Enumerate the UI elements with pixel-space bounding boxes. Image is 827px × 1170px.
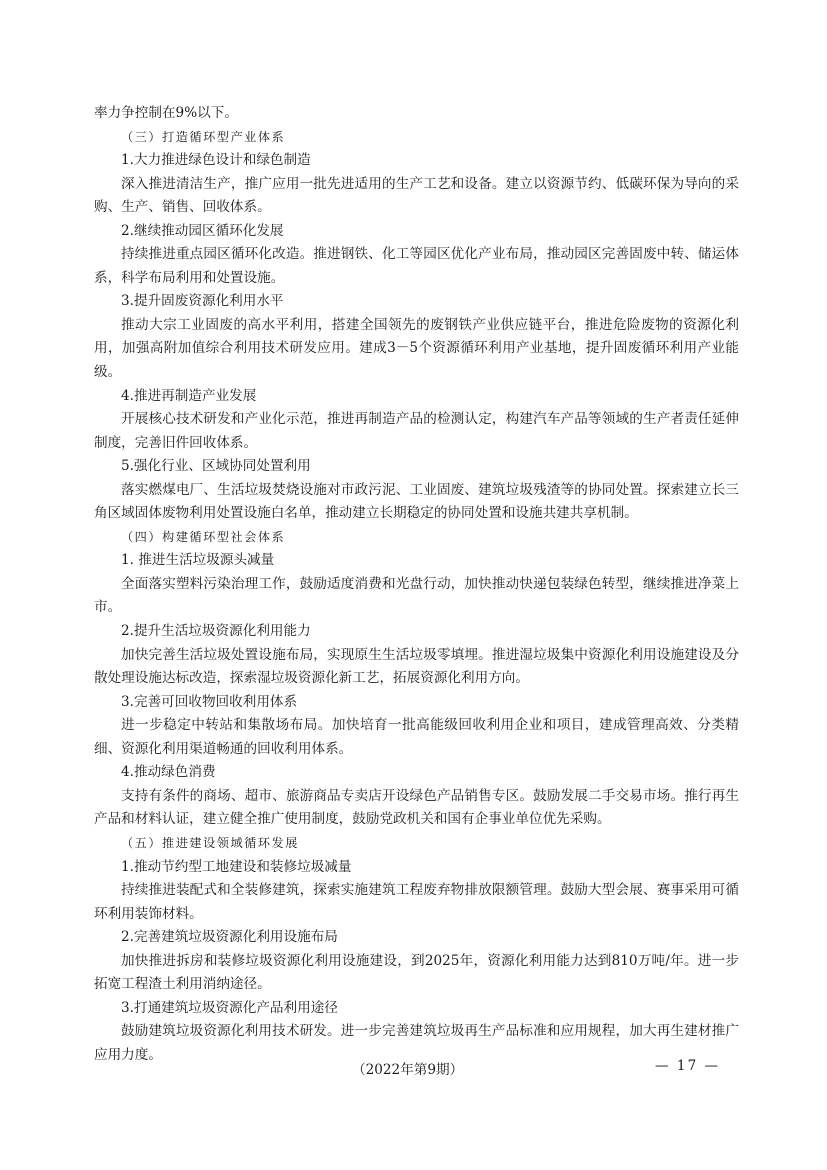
paragraph: 持续推进重点园区循环化改造。推进钢铁、化工等园区优化产业布局，推动园区完善固废中转、储运体系，科学布局利用和处置设施。 — [94, 246, 739, 286]
paragraph: 支持有条件的商场、超市、旅游商品专卖店开设绿色产品销售专区。鼓励发展二手交易市场。推行再生产品和材料认证，建立健全推广使用制度，鼓励党政机关和国有企事业单位优先采购。 — [94, 787, 739, 828]
subsection-heading: 4.推动绿色消费 — [121, 764, 216, 781]
paragraph: 深入推进清洁生产，推广应用一批先进适用的生产工艺和设备。建立以资源节约、低碳环保为导向的采购、生产、销售、回收体系。 — [94, 175, 739, 216]
paragraph: 持续推进装配式和全装修建筑，探索实施建筑工程废弃物排放限额管理。鼓励大型会展、赛事采用可循环利用装饰材料。 — [94, 882, 739, 922]
paragraph: 推动大宗工业固废的高水平利用，搭建全国领先的废钢铁产业供应链平台，推进危险废物的资源化利用，加强高附加值综合利用技术研发应用。建成3－5个资源循环利用产业基地，提升固废循环利用产业能级。 — [94, 316, 739, 381]
subsection-heading: 3.提升固废资源化利用水平 — [121, 293, 284, 310]
subsection-heading: 2.完善建筑垃圾资源化利用设施布局 — [121, 929, 338, 946]
subsection-heading: 3.打通建筑垃圾资源化产品利用途径 — [121, 999, 338, 1016]
document-body — [94, 102, 739, 1067]
paragraph: 进一步稳定中转站和集散场布局。加快培育一批高能级回收利用企业和项目，建成管理高效、分类精细、资源化利用渠道畅通的回收利用体系。 — [94, 717, 739, 757]
paragraph: 落实燃煤电厂、生活垃圾焚烧设施对市政污泥、工业固废、建筑垃圾残渣等的协同处置。探索建立长三角区域固体废物利用处置设施白名单，推动建立长期稳定的协同处置和设施共建共享机制。 — [94, 481, 739, 522]
subsection-heading: 5.强化行业、区域协同处置利用 — [121, 458, 311, 475]
section-heading: （四）构建循环型社会体系 — [121, 529, 286, 544]
continuation-text: 率力争控制在9%以下。 — [94, 105, 238, 121]
subsection-heading: 4.推进再制造产业发展 — [121, 387, 257, 404]
page-footer — [0, 1058, 827, 1082]
subsection-heading: 1.大力推进绿色设计和绿色制造 — [121, 152, 311, 169]
page-number: — 17 — — [655, 1058, 721, 1074]
paragraph: 加快推进拆房和装修垃圾资源化利用设施建设，到2025年，资源化利用能力达到810万吨/年。进一步拓宽工程渣土利用消纳途径。 — [94, 952, 739, 993]
section-heading: （三）打造循环型产业体系 — [121, 129, 286, 144]
section-heading: （五）推进建设领域循环发展 — [121, 835, 299, 850]
paragraph: 全面落实塑料污染治理工作，鼓励适度消费和光盘行动，加快推动快递包装绿色转型，继续推进净菜上市。 — [94, 575, 739, 616]
paragraph: 加快完善生活垃圾处置设施布局，实现原生生活垃圾零填埋。推进湿垃圾集中资源化利用设施建设及分散处理设施达标改造，探索湿垃圾资源化新工艺，拓展资源化利用方向。 — [94, 646, 739, 687]
subsection-heading: 1.推动节约型工地建设和装修垃圾减量 — [121, 858, 352, 875]
subsection-heading: 3.完善可回收物回收利用体系 — [121, 693, 298, 710]
subsection-heading: 2.继续推动园区循环化发展 — [121, 222, 284, 239]
subsection-heading: 2.提升生活垃圾资源化利用能力 — [121, 623, 311, 640]
paragraph: 鼓励建筑垃圾资源化利用技术研发。进一步完善建筑垃圾再生产品标准和应用规程，加大再生建材推广应用力度。 — [94, 1023, 739, 1063]
issue-label: （2022年第9期） — [352, 1062, 464, 1078]
paragraph: 开展核心技术研发和产业化示范，推进再制造产品的检测认定，构建汽车产品等领域的生产者责任延伸制度，完善旧件回收体系。 — [94, 411, 739, 451]
subsection-heading: 1. 推进生活垃圾源头减量 — [121, 552, 275, 569]
